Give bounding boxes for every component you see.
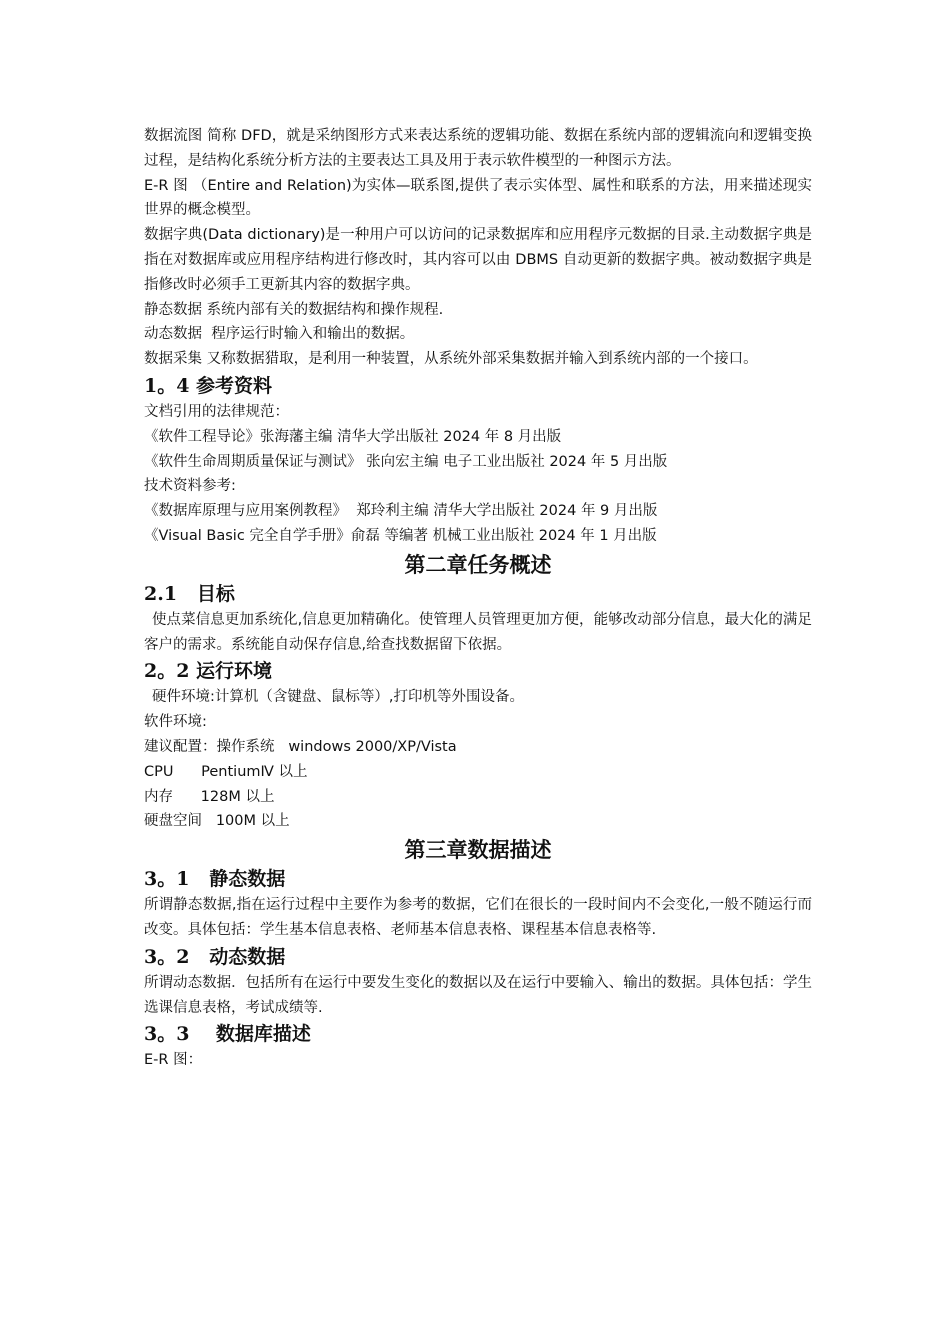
- definition-data-collection: 数据采集 又称数据猎取，是利用一种装置，从系统外部采集数据并输入到系统内部的一个接口。: [144, 351, 758, 368]
- goal-paragraph: 使点菜信息更加系统化,信息更加精确化。使管理人员管理更加方便，能够改动部分信息，最大化的满足客户的需求。系统能自动保存信息,给查找数据留下依据。: [144, 611, 812, 653]
- static-data-paragraph: 所谓静态数据,指在运行过程中主要作为参考的数据，它们在很长的一段时间内不会变化,一般不随运行而改变。具体包括：学生基本信息表格、老师基本信息表格、课程基本信息表格等.: [144, 897, 812, 938]
- definition-er: E-R 图 （Entire and Relation)为实体—联系图,提供了表示实体型、属性和联系的方法，用来描述现实世界的概念模型。: [144, 177, 812, 219]
- environment-line: 软件环境:: [144, 714, 207, 731]
- environment-line: 硬件环境:计算机（含键盘、鼠标等）,打印机等外围设备。: [151, 689, 524, 706]
- environment-line: 内存 128M 以上: [144, 788, 275, 805]
- section-heading-3-1: 3。1 静态数据: [144, 868, 286, 891]
- reference-line: 《Visual Basic 完全自学手册》俞磊 等编著 机械工业出版社 2024 年 1 月出版: [144, 527, 657, 544]
- definition-dfd: 数据流图 简称 DFD，就是采纳图形方式来表达系统的逻辑功能、数据在系统内部的逻辑流向和逻辑变换过程，是结构化系统分析方法的主要表达工具及用于表示软件模型的一种图示方法。: [144, 128, 812, 169]
- definition-data-dictionary: 数据字典(Data dictionary)是一种用户可以访问的记录数据库和应用程序元数据的目录.主动数据字典是指在对数据库或应用程序结构进行修改时，其内容可以由 DBMS 自动更新的数据字典。被动数据字典是指修改时必须手工更新其内容的数据字典。: [144, 227, 812, 293]
- document-page: [144, 124, 812, 1073]
- reference-line: 《软件生命周期质量保证与测试》 张向宏主编 电子工业出版社 2024 年 5 月出版: [144, 453, 668, 470]
- reference-line: 《软件工程导论》张海藩主编 清华大学出版社 2024 年 8 月出版: [144, 428, 562, 445]
- er-diagram-label: E-R 图：: [144, 1052, 203, 1069]
- environment-line: 硬盘空间 100M 以上: [144, 813, 290, 830]
- dynamic-data-paragraph: 所谓动态数据．包括所有在运行中要发生变化的数据以及在运行中要输入、输出的数据。具体包括：学生选课信息表格，考试成绩等.: [144, 974, 812, 1016]
- environment-line: 建议配置：操作系统 windows 2000/XP/Vista: [144, 738, 457, 755]
- section-heading-3-2: 3。2 动态数据: [144, 945, 286, 968]
- chapter-2-title: 第二章任务概述: [404, 551, 552, 577]
- reference-line: 技术资料参考:: [144, 478, 236, 495]
- chapter-3-title: 第三章数据描述: [404, 837, 552, 863]
- reference-line: 《数据库原理与应用案例教程》 郑玲利主编 清华大学出版社 2024 年 9 月出版: [144, 503, 658, 520]
- definition-static-data: 静态数据 系统内部有关的数据结构和操作规程.: [144, 301, 444, 318]
- section-heading-3-3: 3。3 数据库描述: [144, 1023, 311, 1046]
- definition-dynamic-data: 动态数据 程序运行时输入和输出的数据。: [144, 326, 415, 343]
- reference-line: 文档引用的法律规范：: [144, 403, 289, 420]
- section-heading-1-4: 1。4 参考资料: [144, 374, 273, 397]
- section-heading-2-1: 2.1 目标: [144, 582, 235, 605]
- environment-line: CPU PentiumⅣ 以上: [144, 763, 308, 780]
- section-heading-2-2: 2。2 运行环境: [144, 660, 273, 683]
